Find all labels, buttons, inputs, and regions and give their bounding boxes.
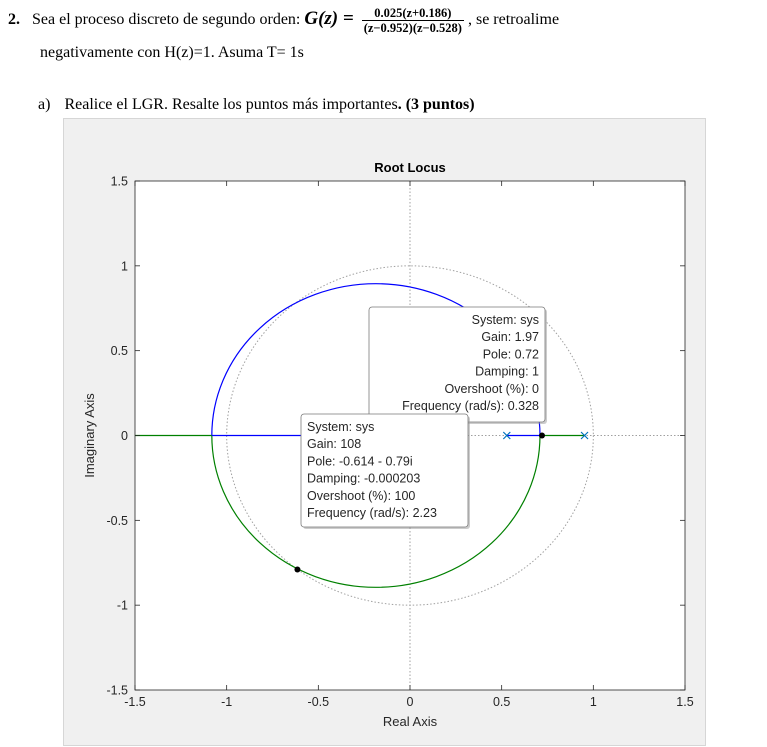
y-tick-label-2: 0.5 (110, 344, 128, 359)
datatip-0-line-1: Gain: 1.97 (481, 330, 539, 345)
datatip-1-line-2: Pole: -0.614 - 0.79i (307, 454, 413, 469)
transfer-function-denominator: (z−0.952)(z−0.528) (363, 21, 462, 35)
datatip-1-line-5: Frequency (rad/s): 2.23 (307, 506, 437, 520)
selected-point-1 (294, 567, 300, 573)
x-tick-label-0: -1.5 (124, 695, 146, 709)
y-tick-label-6: -1.5 (106, 683, 128, 698)
question-continuation: , se retroalime (467, 11, 560, 29)
datatip-1-line-4: Overshoot (%): 100 (307, 488, 416, 503)
question-number: 2. (8, 11, 20, 29)
root-locus-figure (63, 118, 706, 746)
x-tick-label-3: 0 (406, 695, 414, 709)
x-tick-label-6: 1.5 (676, 695, 694, 709)
x-axis-label: Real Axis (382, 714, 438, 729)
x-tick-label-5: 1 (589, 695, 597, 709)
question-statement (8, 6, 559, 35)
x-tick-label-2: -0.5 (307, 695, 330, 709)
y-tick-label-3: 0 (121, 429, 128, 443)
x-tick-label-1: -1 (221, 695, 233, 709)
transfer-function-name: G(z) = (304, 8, 354, 30)
subquestion-a (38, 96, 475, 114)
y-tick-label-5: -1 (116, 598, 128, 613)
datatip-0-line-2: Pole: 0.72 (482, 347, 539, 362)
transfer-function-fraction (362, 6, 464, 35)
root-locus-plot (64, 119, 705, 745)
datatip-1-line-1: Gain: 108 (307, 437, 362, 452)
datatip-1-line-0: System: sys (307, 420, 375, 434)
datatip-1-line-3: Damping: -0.000203 (307, 471, 421, 486)
datatip-0-line-0: System: sys (471, 313, 539, 327)
question-statement-line2: negativamente con H(z)=1. Asuma T= 1s (40, 44, 304, 61)
datatip-0-line-3: Damping: 1 (475, 364, 539, 379)
y-tick-label-4: -0.5 (106, 513, 128, 528)
question-intro: Sea el proceso discreto de segundo orden: (32, 11, 301, 29)
chart-title: Root Locus (374, 160, 446, 175)
x-tick-label-4: 0.5 (492, 695, 511, 709)
datatip-0-line-5: Frequency (rad/s): 0.328 (402, 399, 539, 413)
transfer-function-numerator: 0.025(z+0.186) (362, 6, 464, 21)
selected-point-0 (539, 433, 545, 439)
subquestion-points: . (3 puntos) (397, 96, 475, 113)
subquestion-label: a) (38, 96, 51, 113)
subquestion-text: Realice el LGR. Resalte los puntos más importantes (64, 96, 398, 113)
y-tick-label-1: 1 (121, 259, 128, 274)
datatip-0-line-4: Overshoot (%): 0 (444, 381, 539, 396)
y-tick-label-0: 1.5 (110, 174, 128, 189)
y-axis-label: Imaginary Axis (82, 393, 97, 478)
